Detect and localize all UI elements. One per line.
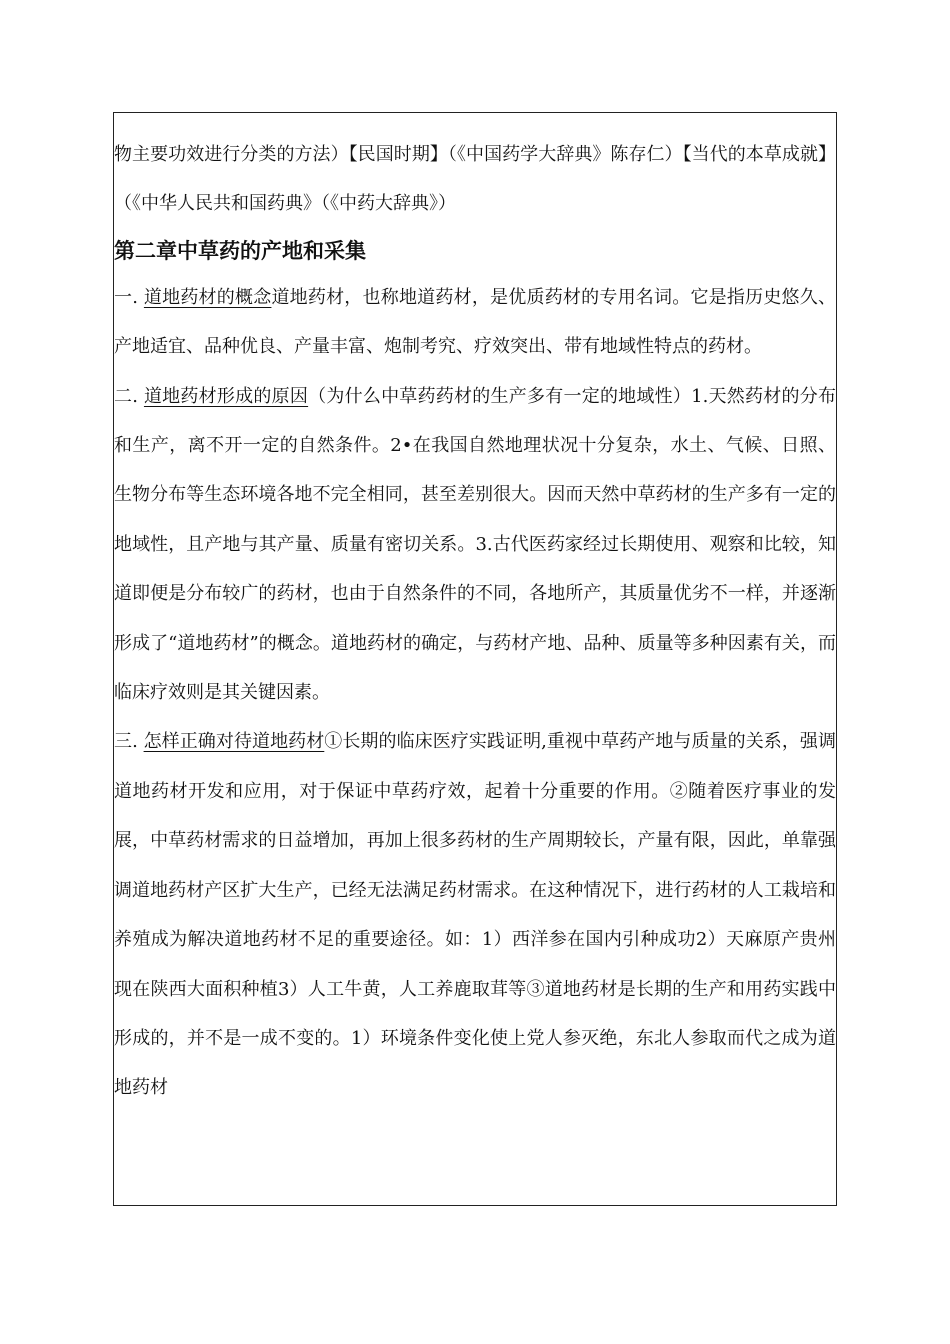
section-1-body: 道地药材，也称地道药材，是优质药材的专用名词。它是指历史悠久、产地适宜、品种优良、产量丰富、炮制考究、疗效突出、带有地域性特点的药材。 [114, 286, 836, 358]
section-3 [114, 717, 836, 1112]
section-1-heading: 道地药材的概念 [143, 286, 272, 308]
chapter-title: 第二章中草药的产地和采集 [114, 238, 366, 263]
section-1 [114, 273, 836, 372]
section-2-number: 二. [114, 385, 138, 407]
section-3-body: ①长期的临床医疗实践证明,重视中草药产地与质量的关系，强调道地药材开发和应用，对于保证中草药疗效，起着十分重要的作用。②随着医疗事业的发展，中草药材需求的日益增加，再加上很多药材的生产周期较长，产量有限，因此，单靠强调道地药材产区扩大生产，已经无法满足药材需求。在这种情况下，进行药材的人工栽培和养殖成为解决道地药材不足的重要途径。如：1）西洋参在国内引种成功2）天麻原产贵州现在陕西大面积种植3）人工牛黄，人工养鹿取茸等③道地药材是长期的生产和用药实践中形成的，并不是一成不变的。1）环境条件变化使上党人参灭绝，东北人参取而代之成为道地药材 [114, 731, 836, 1099]
document-content [114, 113, 836, 1113]
document-frame [113, 112, 837, 1206]
intro-paragraph: 物主要功效进行分类的方法）【民国时期】（《中国药学大辞典》陈存仁）【当代的本草成就】（《中华人民共和国药典》（《中药大辞典》） [114, 144, 836, 215]
section-2 [114, 372, 836, 718]
section-1-number: 一. [114, 286, 138, 308]
section-2-body: （为什么中草药药材的生产多有一定的地域性）1.天然药材的分布和生产，离不开一定的自然条件。2•在我国自然地理状况十分复杂，水土、气候、日照、生物分布等生态环境各地不完全相同，甚至差别很大。因而天然中草药材的生产多有一定的地域性，且产地与其产量、质量有密切关系。3.古代医药家经过长期使用、观察和比较，知道即便是分布较广的药材，也由于自然条件的不同，各地所产，其质量优劣不一样，并逐渐形成了“道地药材”的概念。道地药材的确定，与药材产地、品种、质量等多种因素有关，而临床疗效则是其关键因素。 [114, 385, 836, 704]
section-3-heading: 怎样正确对待道地药材 [143, 731, 325, 753]
section-3-number: 三. [114, 731, 138, 753]
section-2-heading: 道地药材形成的原因 [143, 385, 309, 407]
